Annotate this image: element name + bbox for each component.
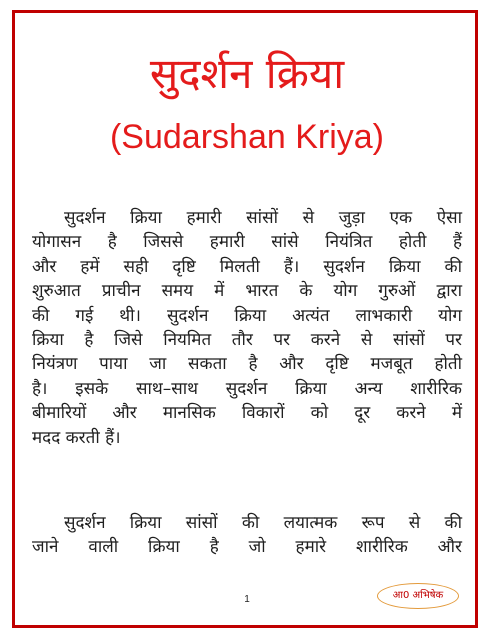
paragraph-line: और हमें सही दृष्टि मिलती हैं। सुदर्शन क्रिया की	[32, 256, 462, 277]
page-number: 1	[244, 594, 250, 605]
paragraph-line: क्रिया है जिसे नियमित तौर पर करने से सांसों पर	[32, 330, 462, 351]
paragraph-line: मदद करती हैं।	[32, 427, 121, 448]
author-badge: आ0 अभिषेक	[377, 583, 459, 609]
paragraph-line: जाने वाली क्रिया है जो हमारे शारीरिक और	[32, 537, 462, 558]
paragraph-line: सुदर्शन क्रिया सांसों की लयात्मक रूप से की	[64, 513, 462, 533]
paragraph-1	[32, 206, 462, 450]
paragraph-line: नियंत्रण पाया जा सकता है और दृष्टि मजबूत होती	[32, 354, 462, 375]
paragraph-line: योगासन है जिससे हमारी सांसे नियंत्रित होती हैं	[32, 232, 462, 253]
page-title-hindi: सुदर्शन क्रिया	[149, 49, 345, 98]
paragraph-2	[32, 511, 462, 560]
paragraph-line: शुरुआत प्राचीन समय में भारत के योग गुरुओं द्वारा	[32, 281, 462, 302]
paragraph-line: सुदर्शन क्रिया हमारी सांसों से जुड़ा एक ऐसा	[64, 208, 462, 228]
page-title-latin: (Sudarshan Kriya)	[109, 118, 384, 156]
paragraph-line: है। इसके साथ–साथ सुदर्शन क्रिया अन्य शारीरिक	[32, 378, 462, 399]
paragraph-line: की गई थी। सुदर्शन क्रिया अत्यंत लाभकारी योग	[32, 305, 462, 326]
paragraph-line: बीमारियों और मानसिक विकारों को दूर करने में	[32, 403, 462, 424]
